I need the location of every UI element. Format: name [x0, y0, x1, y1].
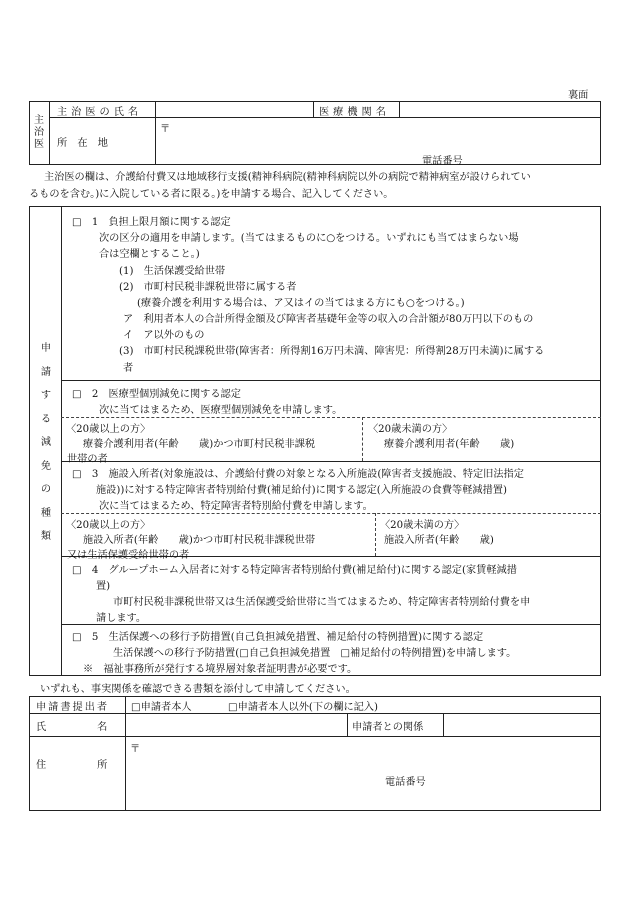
item1-sub-a[interactable]: ア 利用者本人の合計所得金額及び障害者基礎年金等の収入の合計額が80万円以下のもの — [123, 314, 534, 325]
attach-note: いずれも、事実関係を確認できる書類を添付して申請してください。 — [40, 684, 356, 695]
reduction-section-label: 申請する減免の種類 — [40, 343, 52, 542]
item4-desc-2: 請します。 — [96, 613, 147, 624]
item3-title-line-2: 施設))に対する特定障害者特別給付費(補足給付)に関する認定(入所施設の食費等軽減措置) — [96, 485, 507, 496]
item4-title-line-1[interactable]: □ 4 グループホーム入居者に対する特定障害者特別給付費(補足給付)に関する認定(家賃軽減措 — [72, 565, 517, 576]
doctor-phone-label: 電話番号 — [422, 156, 463, 167]
submitter-relation-field[interactable] — [448, 716, 596, 734]
item3-over20-label: 〈20歳以上の方〉 — [66, 520, 151, 531]
submitter-option-self[interactable]: □申請者本人 — [131, 702, 192, 713]
page-label: 裏面 — [568, 90, 589, 101]
submitter-name-field[interactable] — [130, 716, 342, 734]
item2-title[interactable]: □ 2 医療型個別減免に関する認定 — [72, 389, 241, 400]
item1-desc-1: 次の区分の適用を申請します。(当てはまるものに○をつける。いずれにも当てはまらない場 — [99, 233, 519, 244]
item4-desc-1: 市町村民税非課税世帯又は生活保護受給世帯に当てはまるため、特定障害者特別給付費を申 — [113, 597, 531, 608]
submitter-option-other[interactable]: □申請者本人以外(下の欄に記入) — [228, 702, 379, 713]
doctor-name-field[interactable] — [160, 103, 310, 115]
submitter-postal-mark: 〒 — [130, 744, 141, 755]
item2-desc: 次に当てはまるため、医療型個別減免を申請します。 — [99, 405, 343, 416]
doctor-note-line-1: 主治医の欄は、介護給付費又は地域移行支援(精神科病院(精神科病院以外の病院で精神病室が設けられてい — [44, 172, 531, 183]
submitter-address-field[interactable] — [146, 740, 596, 768]
doctor-name-label: 主治医の氏名 — [57, 107, 143, 118]
item5-title[interactable]: □ 5 生活保護への移行予防措置(自己負担減免措置、補足給付の特例措置)に関する認定 — [72, 632, 484, 643]
item2-under20-line-1: 療養介護利用者(年齢 歳) — [384, 439, 515, 450]
item1-option-1[interactable]: (1) 生活保護受給世帯 — [119, 266, 226, 277]
doctor-section-label: 主治医 — [33, 115, 45, 150]
item5-note: ※ 福祉事務所が発行する境界層対象者証明書が必要です。 — [83, 664, 358, 675]
item1-title[interactable]: □ 1 負担上限月額に関する認定 — [72, 217, 231, 228]
item1-sub-b[interactable]: イ ア以外のもの — [123, 330, 205, 341]
doctor-postal-mark: 〒 — [160, 124, 171, 135]
submitter-label: 申請書提出者 — [36, 702, 110, 713]
submitter-address-label: 住 所 — [36, 760, 108, 771]
item3-under20-line-1: 施設入所者(年齢 歳) — [384, 535, 494, 546]
item3-title-line-1[interactable]: □ 3 施設入所者(対象施設は、介護給付費の対象となる入所施設(障害者支援施設、特定旧法指定 — [72, 469, 524, 480]
item1-option-2-note: (療養介護を利用する場合は、ア又はイの当てはまる方にも○をつける。) — [137, 298, 465, 309]
item1-option-2[interactable]: (2) 市町村民税非課税世帯に属する者 — [119, 282, 297, 293]
item3-desc: 次に当てはまるため、特定障害者特別給付費を申請します。 — [99, 501, 373, 512]
item4-title-line-2: 置) — [96, 581, 111, 592]
item1-desc-2: 合は空欄とすること。) — [99, 249, 200, 260]
doctor-note-line-2: るものを含む。)に入院している者に限る。)を申請する場合、記入してください。 — [29, 189, 394, 200]
item3-over20-line-1: 施設入所者(年齢 歳)かつ市町村民税非課税世帯 — [83, 535, 316, 546]
doctor-address-field[interactable] — [175, 120, 595, 146]
item3-under20-label: 〈20歳未満の方〉 — [380, 520, 465, 531]
item2-over20-line-1: 療養介護利用者(年齢 歳)かつ市町村民税非課税 — [83, 439, 316, 450]
submitter-name-label: 氏 名 — [36, 722, 108, 733]
doctor-address-label: 所 在 地 — [57, 138, 108, 149]
item2-over20-label: 〈20歳以上の方〉 — [66, 424, 151, 435]
item5-desc[interactable]: 生活保護への移行予防措置(□自己負担減免措置 □補足給付の特例措置)を申請します。 — [113, 648, 517, 659]
item1-option-3-line-2: 者 — [123, 363, 134, 374]
submitter-phone-label: 電話番号 — [385, 777, 426, 788]
item1-option-3-line-1[interactable]: (3) 市町村民税課税世帯(障害者：所得割16万円未満、障害児：所得割28万円未満)に属する — [119, 346, 545, 357]
doctor-institution-field[interactable] — [404, 103, 596, 115]
item2-under20-label: 〈20歳未満の方〉 — [368, 424, 453, 435]
item3-over20-line-2: 又は生活保護受給世帯の者 — [67, 550, 190, 561]
submitter-relation-label: 申請者との関係 — [352, 722, 424, 733]
item2-over20-line-2: 世帯の者 — [67, 454, 108, 465]
doctor-institution-label: 医療機関名 — [319, 107, 390, 118]
